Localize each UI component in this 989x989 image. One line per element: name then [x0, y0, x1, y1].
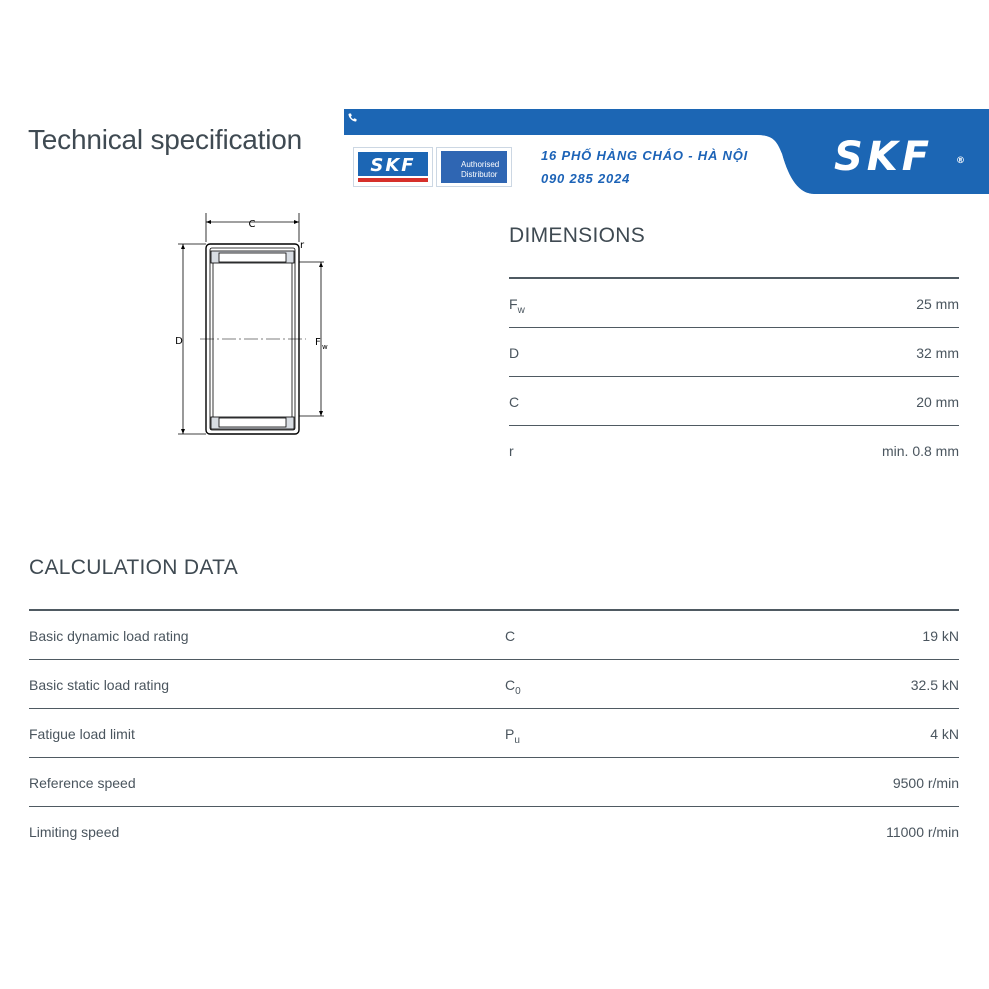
calculation-symbol-main: C: [505, 628, 516, 644]
dimension-symbol: [509, 443, 514, 459]
dimension-symbol: [509, 394, 519, 410]
calculation-symbol-main: P: [505, 726, 515, 742]
calculation-label: Fatigue load limit: [29, 726, 135, 742]
dimension-symbol-main: F: [509, 296, 518, 312]
calculation-row-divider: [29, 757, 959, 758]
dim-d-label: D: [175, 336, 183, 347]
dimension-value: 20 mm: [916, 394, 959, 410]
dimension-symbol-main: C: [509, 394, 520, 410]
calculation-label: Basic static load rating: [29, 677, 170, 693]
calculation-symbol-main: C: [505, 677, 516, 693]
calculation-row-divider: [29, 659, 959, 660]
distributor-banner: [344, 109, 989, 194]
calculation-symbol: [505, 677, 521, 697]
calculation-label: Reference speed: [29, 775, 136, 791]
bearing-diagram: [170, 210, 350, 445]
calculation-value: 9500 r/min: [892, 775, 959, 791]
dimensions-title: DIMENSIONS: [509, 224, 646, 247]
dim-fw-label: F: [315, 337, 321, 348]
calculation-symbol: [505, 628, 515, 644]
calculation-row-divider: [29, 708, 959, 709]
calculation-row-divider: [29, 806, 959, 807]
address-text: 16 PHỐ HÀNG CHÁO - HÀ NỘI: [541, 148, 749, 163]
dimension-value: min. 0.8 mm: [881, 443, 959, 459]
dimension-symbol-sub: w: [517, 305, 525, 316]
dimension-symbol: [509, 296, 525, 316]
calculation-label: Limiting speed: [29, 824, 120, 840]
calculation-symbol-sub: 0: [515, 686, 521, 697]
dimension-symbol-main: D: [509, 345, 520, 361]
dim-fw-sub: w: [322, 343, 328, 351]
phone-text: 090 285 2024: [541, 171, 631, 186]
calculation-title: CALCULATION DATA: [29, 556, 238, 579]
dimension-row-divider: [509, 327, 959, 328]
dimension-symbol: [509, 345, 519, 361]
calculation-symbol-sub: u: [514, 735, 520, 746]
dimensions-header-rule: [509, 277, 959, 279]
calculation-value: 32.5 kN: [910, 677, 959, 693]
calculation-value: 11000 r/min: [886, 824, 959, 840]
authorised-distributor-badge: [436, 147, 512, 187]
calculation-value: 4 kN: [930, 726, 959, 742]
skf-logo: [834, 134, 969, 180]
calculation-value: 19 kN: [922, 628, 959, 644]
dimension-symbol-main: r: [509, 443, 514, 459]
calculation-symbol: [505, 726, 520, 746]
dimension-row-divider: [509, 376, 959, 377]
dimension-value: 25 mm: [916, 296, 959, 312]
authorised-text: Authorised: [461, 160, 500, 169]
calculation-header-rule: [29, 609, 959, 611]
dimension-row-divider: [509, 425, 959, 426]
page-title: Technical specification: [28, 124, 302, 155]
dim-r-label: r: [300, 240, 305, 251]
registered-mark: ®: [956, 156, 969, 166]
dimension-value: 32 mm: [916, 345, 959, 361]
skf-logo-text: SKF: [834, 134, 934, 180]
distributor-text: Distributor: [461, 170, 498, 179]
dim-c-label: C: [248, 219, 256, 230]
skf-small-logo: [353, 147, 433, 187]
phone-icon: [344, 109, 361, 126]
calculation-label: Basic dynamic load rating: [29, 628, 189, 644]
svg-text:SKF: SKF: [370, 155, 416, 176]
